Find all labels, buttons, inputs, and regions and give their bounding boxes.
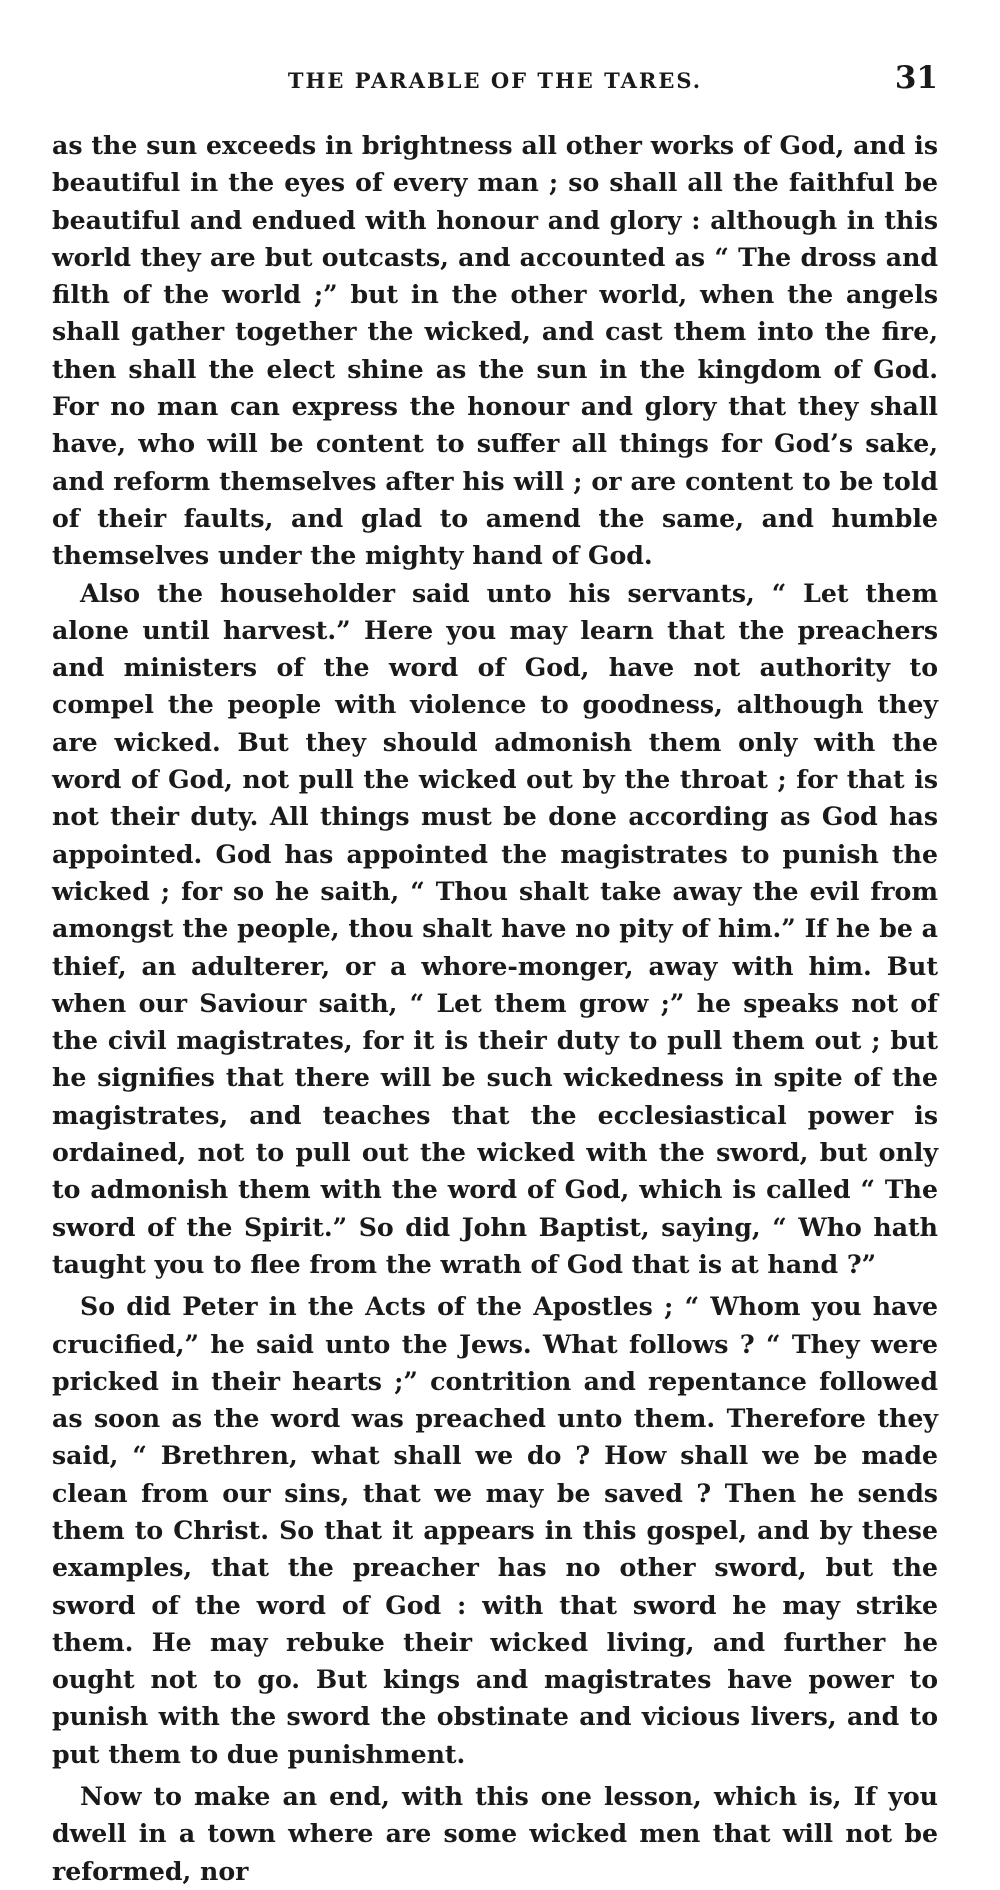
running-header (52, 60, 938, 100)
paragraph-1: as the sun exceeds in brightness all other works of God, and is beautiful in the eyes of every man ; so shall all the faithful be beautiful and endued with honour and glory : although in this world they are but outcasts, and accounted as “ The dross and filth of the world ;” but in the other world, when the angels shall gather together the wicked, and cast them into the fire, then shall the elect shine as the sun in the kingdom of God. For no man can express the honour and glory that they shall have, who will be content to suffer all things for God’s sake, and reform themselves after his will ; or are content to be told of their faults, and glad to amend the same, and humble themselves under the mighty hand of God. (52, 130, 938, 571)
page-number: 31 (894, 60, 938, 96)
paragraph-4: Now to make an end, with this one lesson, which is, If you dwell in a town where are some wicked men that will not be reformed, nor (52, 1781, 938, 1886)
paragraph-2: Also the householder said unto his servants, “ Let them alone until harvest.” Here you may learn that the preachers and ministers of the word of God, have not authority to compel the people with violence to goodness, although they are wicked. But they should admonish them only with the word of God, not pull the wicked out by the throat ; for that is not their duty. All things must be done according as God has appointed. God has appointed the magistrates to punish the wicked ; for so he saith, “ Thou shalt take away the evil from amongst the people, thou shalt have no pity of him.” If he be a thief, an adulterer, or a whore-monger, away with him. But when our Saviour saith, “ Let them grow ;” he speaks not of the civil magistrates, for it is their duty to pull them out ; but he signifies that there will be such wickedness in spite of the magistrates, and teaches that the ecclesiastical power is ordained, not to pull out the wicked with the sword, but only to admonish them with the word of God, which is called “ The sword of the Spirit.” So did John Baptist, saying, “ Who hath taught you to flee from the wrath of God that is at hand ?” (52, 577, 938, 1279)
book-page (52, 60, 938, 1890)
body-text (52, 127, 938, 1890)
paragraph-3: So did Peter in the Acts of the Apostles ; “ Whom you have crucified,” he said unto the Jews. What follows ? “ They were pricked in their hearts ;” contrition and repentance followed as soon as the word was preached unto them. Therefore they said, “ Brethren, what shall we do ? How shall we be made clean from our sins, that we may be saved ? Then he sends them to Christ. So that it appears in this gospel, and by these examples, that the preacher has no other sword, but the sword of the word of God : with that sword he may strike them. He may rebuke their wicked living, and further he ought not to go. But kings and magistrates have power to punish with the sword the obstinate and vicious livers, and to put them to due punishment. (52, 1291, 938, 1769)
running-title: THE PARABLE OF THE TARES. (287, 68, 703, 93)
